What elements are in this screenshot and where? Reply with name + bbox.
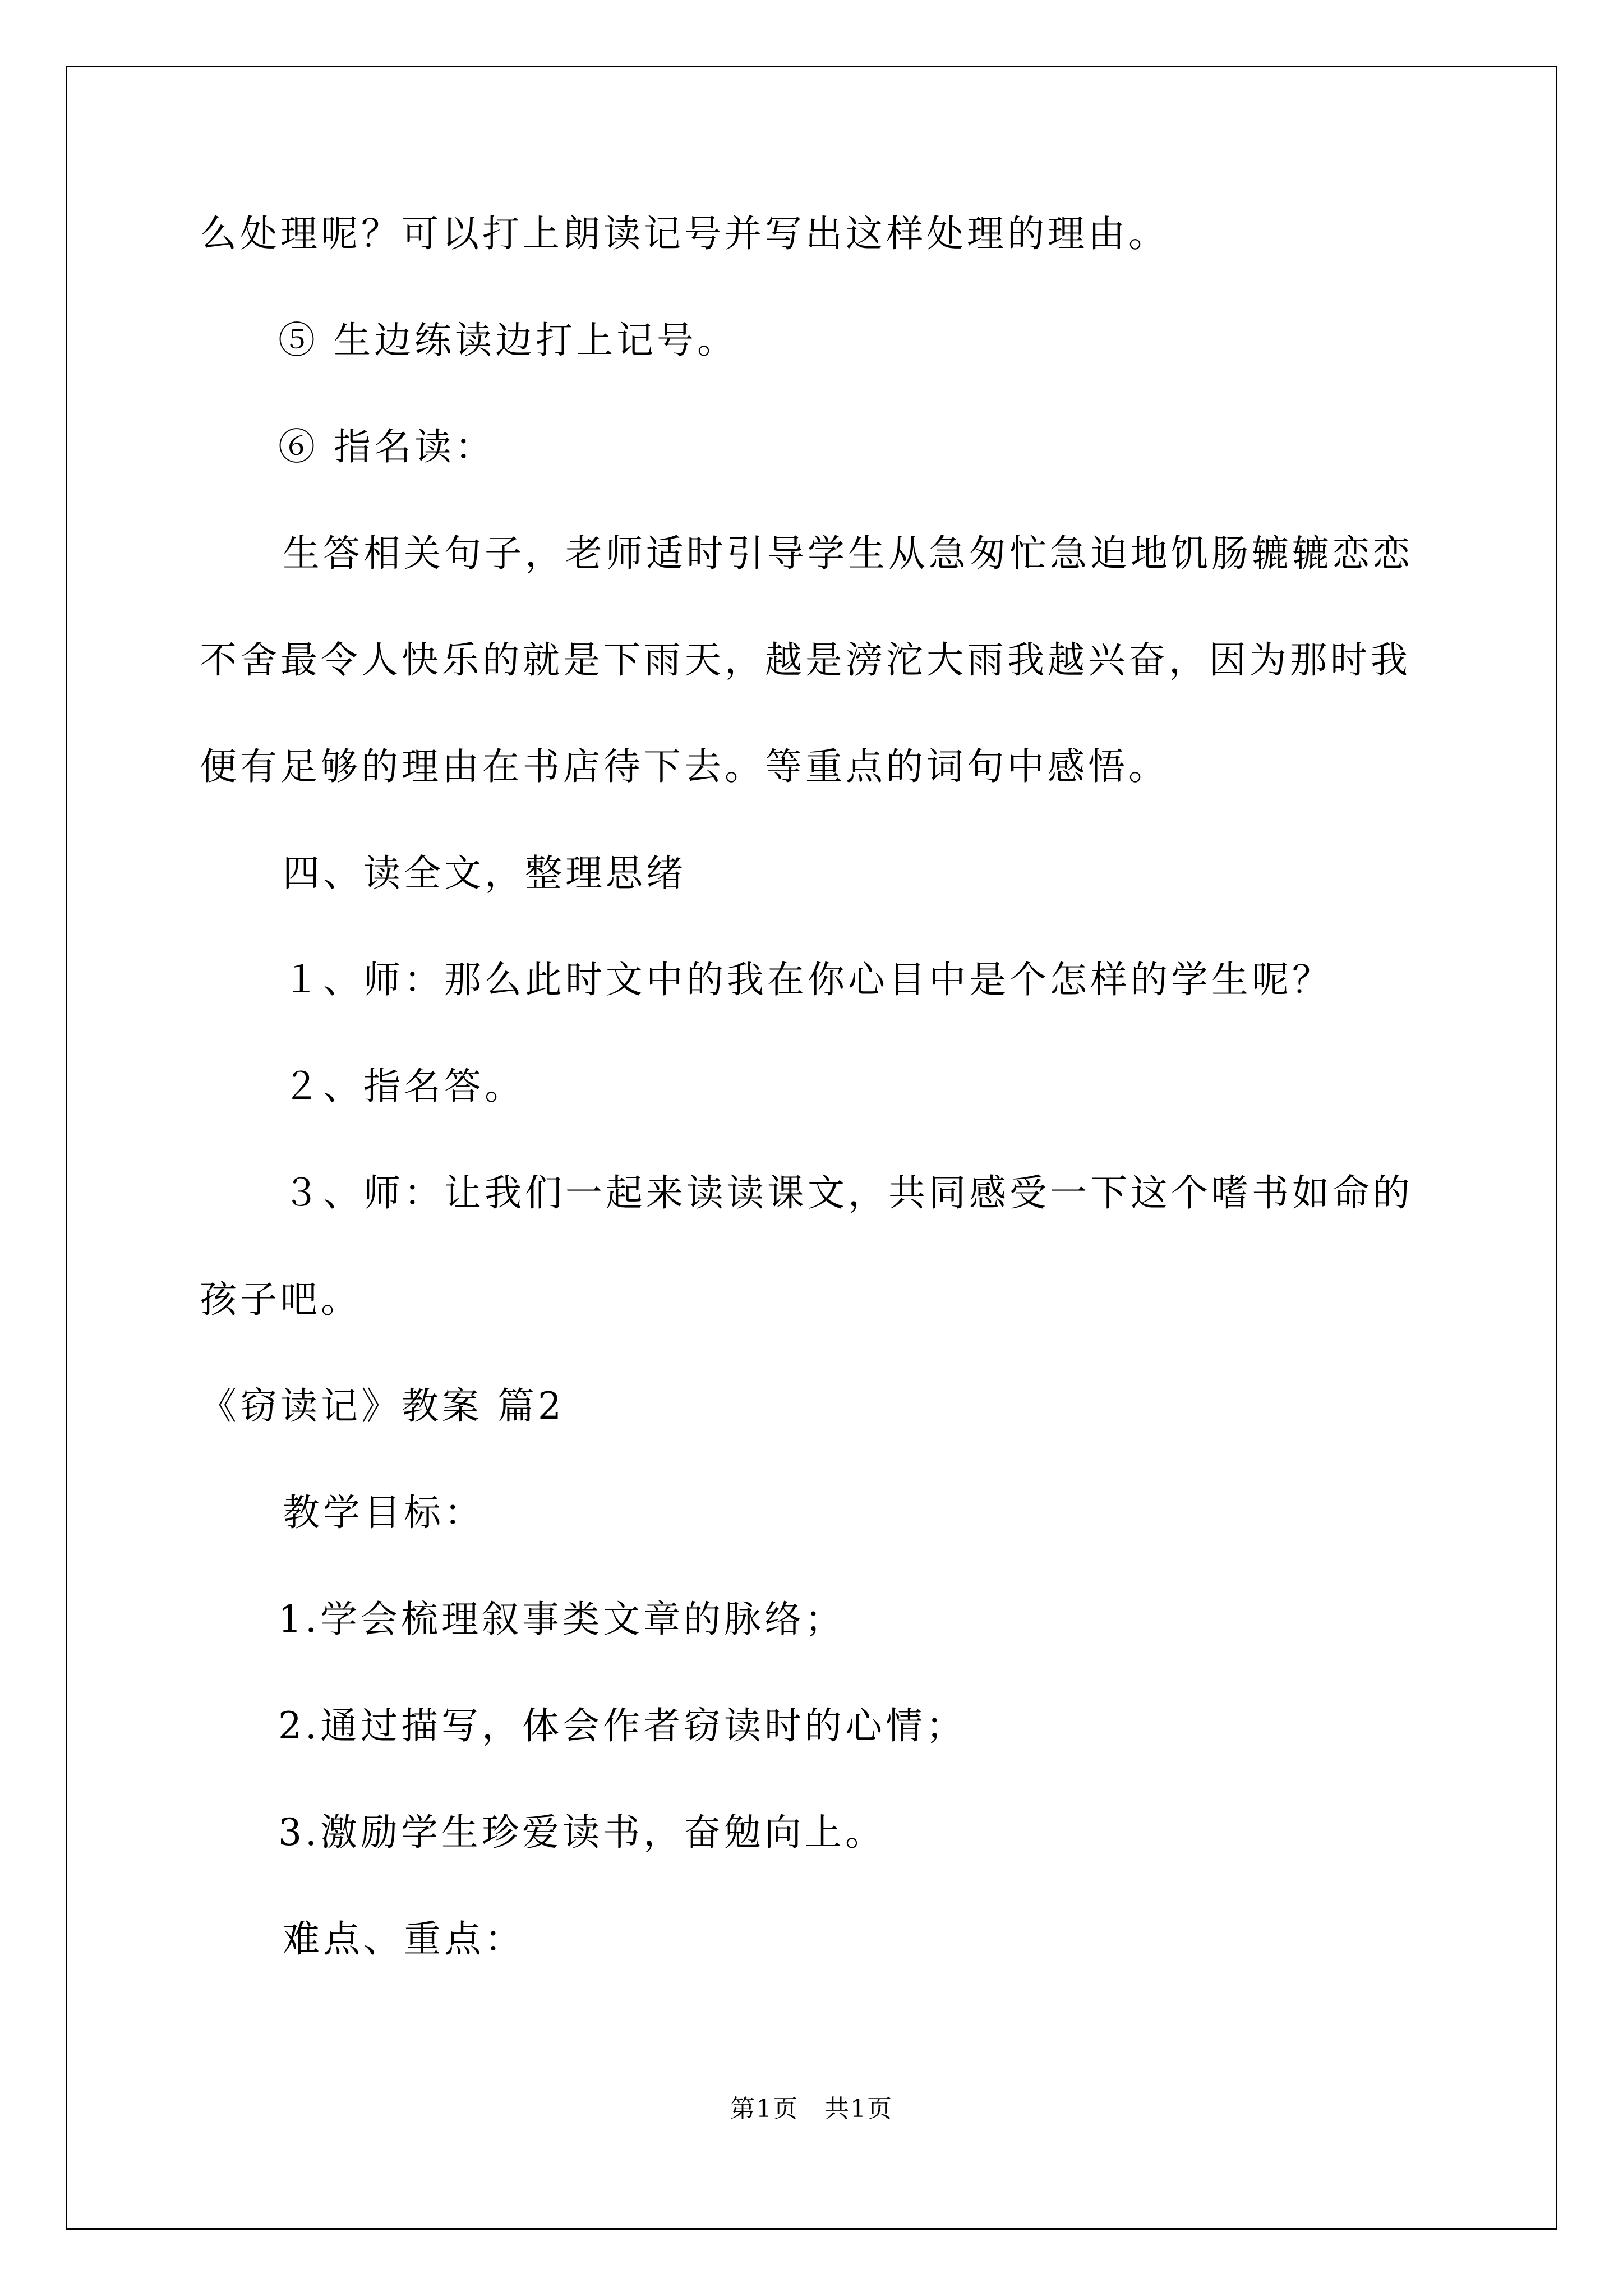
text-line-4: 生答相关句子，老师适时引导学生从急匆忙急迫地饥肠辘辘恋恋 xyxy=(283,532,1413,575)
text-line-10: ３、师：让我们一起来读读课文，共同感受一下这个嗜书如命的 xyxy=(283,1171,1413,1214)
objective-3: 3.激励学生珍爱读书，奋勉向上。 xyxy=(278,1811,886,1854)
section-heading-4: 四、读全文，整理思绪 xyxy=(283,852,686,895)
text-line-1: 么处理呢？可以打上朗读记号并写出这样处理的理由。 xyxy=(200,212,1169,255)
text-line-11: 孩子吧。 xyxy=(200,1278,361,1321)
objective-1: 1.学会梳理叙事类文章的脉络； xyxy=(278,1598,845,1641)
page-border xyxy=(66,66,1557,2230)
text-line-3: ⑥ 指名读： xyxy=(278,425,495,468)
objective-2: 2.通过描写，体会作者窃读时的心情； xyxy=(278,1704,966,1747)
text-line-13: 教学目标： xyxy=(283,1491,485,1534)
text-line-5: 不舍最令人快乐的就是下雨天，越是滂沱大雨我越兴奋，因为那时我 xyxy=(200,638,1411,682)
page-footer: 第1页 共1页 xyxy=(730,2095,893,2123)
text-line-9: ２、指名答。 xyxy=(283,1065,525,1108)
text-line-6: 便有足够的理由在书店待下去。等重点的词句中感悟。 xyxy=(200,745,1169,788)
text-line-2: ⑤ 生边练读边打上记号。 xyxy=(278,319,737,362)
text-line-8: １、师：那么此时文中的我在你心目中是个怎样的学生呢？ xyxy=(283,958,1332,1001)
text-line-17: 难点、重点： xyxy=(283,1917,525,1961)
article-title: 《窃读记》教案 篇2 xyxy=(200,1384,565,1428)
